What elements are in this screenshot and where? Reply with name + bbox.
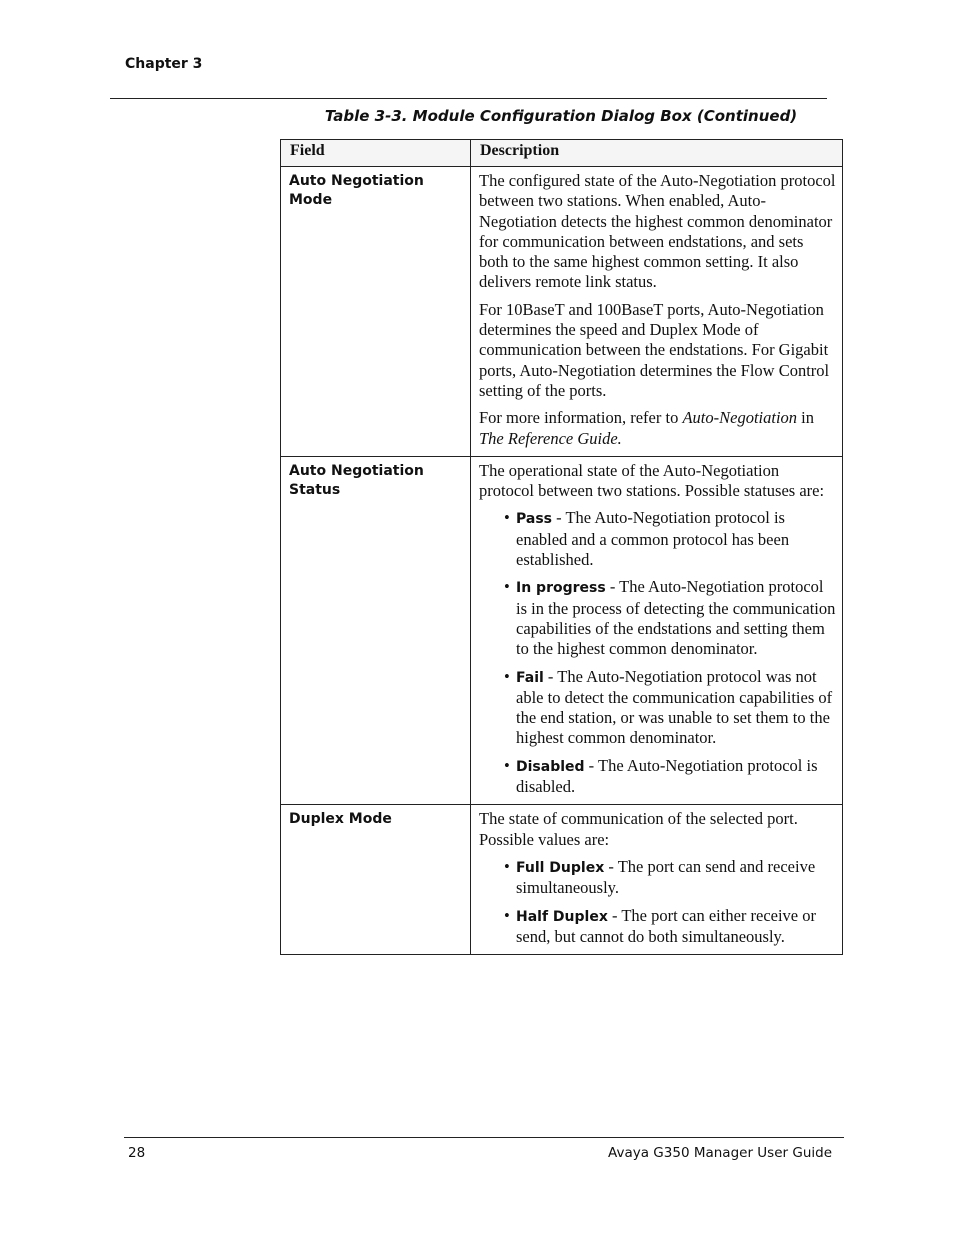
table-row [281, 456, 843, 804]
list-item: • Pass - The Auto-Negotiation protocol is enabled and a common protocol has been established. [504, 508, 790, 570]
list-item: • Full Duplex - The port can send and receive simultaneously. [504, 856, 816, 898]
list-item: • Disabled - The Auto-Negotiation protocol is disabled. [504, 755, 818, 797]
description-intro: The operational state of the Auto-Negotiation protocol between two stations. Possible statuses are: [479, 460, 825, 501]
list-item-term: In progress [516, 580, 606, 597]
field-description [471, 167, 843, 457]
list-item-term: Disabled [516, 758, 585, 775]
list-item-term: Full Duplex [516, 859, 605, 876]
field-name: Auto Negotiation Mode [281, 167, 471, 457]
list-item-term: Fail [516, 669, 544, 686]
reference-middle: in [797, 408, 814, 428]
list-item-text: - The Auto-Negotiation protocol is enabled and a common protocol has been established. [516, 508, 790, 570]
header-divider [110, 98, 827, 99]
column-header-description: Description [471, 140, 843, 167]
footer-divider [124, 1137, 844, 1138]
reference-topic: Auto-Negotiation [682, 408, 798, 428]
list-item-term: Pass [516, 511, 552, 528]
field-name: Auto Negotiation Status [281, 456, 471, 804]
chapter-heading: Chapter 3 [125, 56, 203, 72]
description-paragraph: For 10BaseT and 100BaseT ports, Auto-Negotiation determines the speed and Duplex Mode of communication between the endstations. For Gigabit ports, Auto-Negotiation determines the Flow Control setting of the ports. [479, 299, 830, 400]
list-item-text: - The Auto-Negotiation protocol is in the process of detecting the communication capabilities of the endstations and setting them to the highest common denominator. [516, 577, 836, 659]
list-item-text: - The Auto-Negotiation protocol was not able to detect the communication capabilities of the end station, or was unable to set them to the highest common denominator. [516, 666, 833, 748]
table-header-row [281, 140, 843, 167]
table-row [281, 805, 843, 955]
column-header-field: Field [281, 140, 471, 167]
value-list [479, 857, 836, 947]
status-list [479, 508, 836, 797]
list-item-text: - The port can either receive or send, but cannot do both simultaneously. [516, 905, 817, 946]
field-description [471, 456, 843, 804]
list-item-text: - The port can send and receive simultaneously. [516, 856, 816, 898]
field-name: Duplex Mode [281, 805, 471, 955]
reference-guide: The Reference Guide. [479, 428, 622, 448]
table-caption: Table 3-3. Module Configuration Dialog Box (Continued) [324, 107, 798, 125]
description-intro: The state of communication of the selected port. Possible values are: [479, 809, 798, 849]
reference-prefix: For more information, refer to [479, 408, 683, 428]
module-configuration-table [280, 139, 843, 955]
list-item-text: - The Auto-Negotiation protocol is disabled. [516, 755, 818, 797]
list-item-term: Half Duplex [516, 908, 608, 925]
guide-title: Avaya G350 Manager User Guide [608, 1145, 832, 1161]
reference-paragraph [479, 408, 836, 449]
page-number: 28 [128, 1145, 146, 1161]
list-item: • In progress - The Auto-Negotiation protocol is in the process of detecting the communication capabilities of the endstations and setting them to the highest common denominator. [504, 577, 836, 659]
list-item: • Fail - The Auto-Negotiation protocol was not able to detect the communication capabilities of the end station, or was unable to set them to the highest common denominator. [504, 666, 833, 748]
table-row [281, 167, 843, 457]
description-paragraph: The configured state of the Auto-Negotiation protocol between two stations. When enabled, Auto-Negotiation detects the highest common denominator for communication between endstations, and sets both to the same highest common setting. It also delivers remote link status. [479, 171, 836, 292]
list-item: • Half Duplex - The port can either receive or send, but cannot do both simultaneously. [504, 905, 817, 946]
field-description [471, 805, 843, 955]
